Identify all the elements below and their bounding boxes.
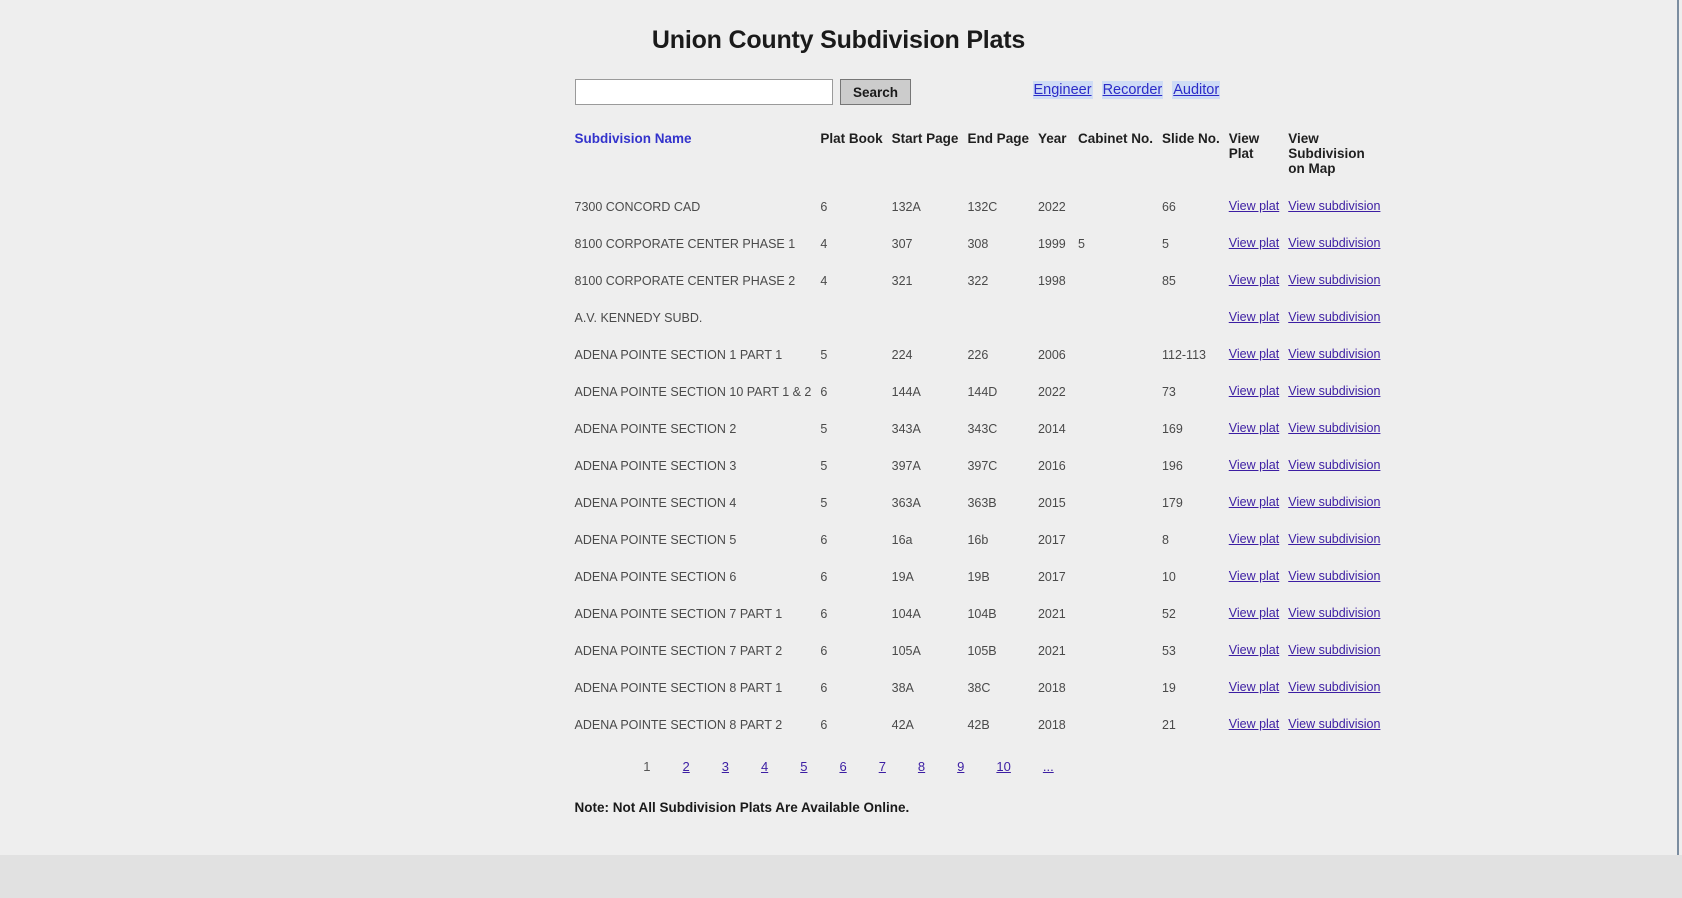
- cell-year: 2014: [1037, 421, 1066, 436]
- cell-cabinet-no: [1078, 336, 1162, 373]
- cell-slide-no: 179: [1161, 495, 1183, 510]
- cell-start-page: 38A: [891, 680, 914, 695]
- pagination-page-link-10[interactable]: 10: [996, 759, 1011, 774]
- cell-year: 2016: [1037, 458, 1066, 473]
- bottom-status-bar: [0, 855, 1682, 898]
- cell-view-plat: [1229, 558, 1289, 595]
- cell-plat-book: 6: [820, 384, 828, 399]
- cell-view-subdivision: [1288, 188, 1389, 225]
- view-plat-link[interactable]: View plat: [1228, 569, 1280, 583]
- table-row: [575, 188, 1390, 225]
- view-plat-link[interactable]: View plat: [1228, 384, 1280, 398]
- column-header-subdivision-name[interactable]: [575, 131, 821, 188]
- cell-cabinet-no: [1078, 484, 1162, 521]
- pagination-page-link-3[interactable]: 3: [721, 759, 729, 774]
- view-subdivision-link[interactable]: View subdivision: [1288, 347, 1381, 361]
- pagination-page-link-9[interactable]: 9: [957, 759, 965, 774]
- table-row: [575, 447, 1390, 484]
- pagination-page-link-5[interactable]: 5: [800, 759, 808, 774]
- pagination-page-link-4[interactable]: 4: [760, 759, 769, 774]
- column-header-slide-no: Slide No.: [1161, 131, 1220, 146]
- cell-year: 2015: [1037, 495, 1066, 510]
- cell-plat-book: 5: [820, 458, 828, 473]
- view-subdivision-link[interactable]: View subdivision: [1288, 532, 1381, 546]
- table-header: [575, 131, 1390, 188]
- cell-view-subdivision: [1288, 225, 1389, 262]
- pagination-page-link-2[interactable]: 2: [682, 759, 690, 774]
- cell-plat-book: 4: [820, 236, 828, 251]
- cell-end-page: 308: [967, 236, 989, 251]
- cell-year: 2022: [1037, 384, 1066, 399]
- cell-cabinet-no: [1078, 669, 1162, 706]
- cell-year: 2006: [1037, 347, 1066, 362]
- table-row: [575, 410, 1390, 447]
- table-row: [575, 632, 1390, 669]
- cell-view-plat: [1229, 225, 1289, 262]
- cell-view-subdivision: [1288, 447, 1389, 484]
- column-header-start-page: Start Page: [891, 131, 959, 146]
- cell-cabinet-no: [1078, 373, 1162, 410]
- cell-subdivision-name: ADENA POINTE SECTION 1 PART 1: [574, 347, 783, 362]
- cell-view-plat: [1229, 484, 1289, 521]
- view-plat-link[interactable]: View plat: [1228, 236, 1280, 250]
- pagination-page-link-7[interactable]: 7: [878, 759, 886, 774]
- view-plat-link[interactable]: View plat: [1228, 421, 1280, 435]
- cell-start-page: 343A: [891, 421, 921, 436]
- cell-start-page: 42A: [891, 717, 914, 732]
- table-row: [575, 558, 1390, 595]
- cell-start-page: 321: [891, 273, 913, 288]
- cell-plat-book: 5: [820, 421, 828, 436]
- pagination-page-link-8[interactable]: 8: [917, 759, 926, 774]
- cell-subdivision-name: ADENA POINTE SECTION 2: [574, 421, 737, 436]
- cell-slide-no: 196: [1161, 458, 1183, 473]
- cell-year: 2021: [1037, 606, 1066, 621]
- cell-view-plat: [1229, 299, 1289, 336]
- cell-cabinet-no: [1078, 410, 1162, 447]
- cell-year: 2018: [1037, 680, 1066, 695]
- cell-end-page: 105B: [967, 643, 997, 658]
- cell-start-page: 397A: [891, 458, 921, 473]
- cell-start-page: 363A: [891, 495, 921, 510]
- table-row: [575, 484, 1390, 521]
- cell-view-plat: [1229, 447, 1289, 484]
- site-nav-links: [1033, 82, 1221, 98]
- cell-end-page: 363B: [967, 495, 997, 510]
- cell-plat-book: 6: [820, 643, 828, 658]
- cell-view-plat: [1229, 632, 1289, 669]
- cell-view-plat: [1229, 336, 1289, 373]
- cell-end-page: 42B: [967, 717, 990, 732]
- cell-subdivision-name: ADENA POINTE SECTION 8 PART 2: [574, 717, 783, 732]
- view-subdivision-link[interactable]: View subdivision: [1288, 199, 1381, 213]
- cell-cabinet-no: [1078, 521, 1162, 558]
- column-header-cabinet-no: Cabinet No.: [1077, 131, 1153, 146]
- cell-subdivision-name: 8100 CORPORATE CENTER PHASE 1: [574, 236, 796, 251]
- view-plat-link[interactable]: View plat: [1228, 606, 1280, 620]
- cell-year: 2022: [1037, 199, 1066, 214]
- cell-slide-no: 66: [1161, 199, 1176, 214]
- table-row: [575, 262, 1390, 299]
- cell-cabinet-no: [1078, 188, 1162, 225]
- cell-slide-no: 52: [1161, 606, 1176, 621]
- pagination-page-link-6[interactable]: 6: [839, 759, 847, 774]
- cell-cabinet-no: [1078, 558, 1162, 595]
- view-subdivision-link[interactable]: View subdivision: [1288, 273, 1381, 287]
- search-toolbar: [189, 79, 1489, 109]
- table-row: [575, 373, 1390, 410]
- cell-slide-no: [1162, 299, 1229, 336]
- cell-end-page: 322: [967, 273, 989, 288]
- cell-view-plat: [1229, 521, 1289, 558]
- cell-plat-book: [820, 299, 891, 336]
- cell-start-page: 132A: [891, 199, 921, 214]
- cell-cabinet-no: [1078, 299, 1162, 336]
- cell-end-page: 16b: [967, 532, 989, 547]
- cell-plat-book: 5: [820, 495, 828, 510]
- cell-view-subdivision: [1288, 262, 1389, 299]
- cell-view-subdivision: [1288, 299, 1389, 336]
- table-header-row: [575, 131, 1390, 188]
- nav-link-engineer[interactable]: Engineer: [1033, 82, 1092, 98]
- cell-cabinet-no: [1078, 706, 1162, 743]
- cell-end-page: 104B: [967, 606, 997, 621]
- view-subdivision-link[interactable]: View subdivision: [1288, 569, 1381, 583]
- cell-subdivision-name: ADENA POINTE SECTION 6: [574, 569, 737, 584]
- cell-end-page: [967, 299, 1038, 336]
- view-plat-link[interactable]: View plat: [1228, 532, 1280, 546]
- table-row: [575, 669, 1390, 706]
- cell-subdivision-name: ADENA POINTE SECTION 5: [574, 532, 737, 547]
- column-header-plat-book: Plat Book: [820, 131, 883, 146]
- cell-view-subdivision: [1288, 410, 1389, 447]
- cell-view-plat: [1229, 373, 1289, 410]
- pagination-current-page: 1: [643, 759, 651, 774]
- cell-start-page: 104A: [891, 606, 921, 621]
- nav-link-recorder[interactable]: Recorder: [1102, 82, 1163, 98]
- cell-subdivision-name: A.V. KENNEDY SUBD.: [574, 310, 703, 325]
- cell-subdivision-name: ADENA POINTE SECTION 8 PART 1: [574, 680, 783, 695]
- cell-start-page: 307: [891, 236, 913, 251]
- cell-subdivision-name: ADENA POINTE SECTION 3: [574, 458, 737, 473]
- cell-year: [1038, 299, 1078, 336]
- pagination-more-link[interactable]: ...: [1042, 759, 1054, 774]
- cell-cabinet-no: [1078, 262, 1162, 299]
- cell-cabinet-no: 5: [1077, 236, 1085, 251]
- cell-cabinet-no: [1078, 632, 1162, 669]
- search-input[interactable]: [575, 79, 833, 105]
- cell-year: 2017: [1037, 569, 1066, 584]
- cell-view-plat: [1229, 188, 1289, 225]
- cell-end-page: 132C: [967, 199, 998, 214]
- view-plat-link[interactable]: View plat: [1228, 273, 1280, 287]
- cell-view-subdivision: [1288, 521, 1389, 558]
- cell-end-page: 226: [967, 347, 989, 362]
- cell-start-page: 16a: [891, 532, 913, 547]
- column-header-year: Year: [1037, 131, 1067, 146]
- cell-end-page: 38C: [967, 680, 991, 695]
- view-subdivision-link[interactable]: View subdivision: [1288, 310, 1381, 324]
- cell-subdivision-name: 7300 CONCORD CAD: [574, 199, 701, 214]
- cell-view-subdivision: [1288, 484, 1389, 521]
- cell-subdivision-name: 8100 CORPORATE CENTER PHASE 2: [574, 273, 796, 288]
- cell-subdivision-name: ADENA POINTE SECTION 7 PART 2: [574, 643, 783, 658]
- cell-view-plat: [1229, 410, 1289, 447]
- cell-plat-book: 6: [820, 569, 828, 584]
- cell-year: 1998: [1037, 273, 1066, 288]
- cell-slide-no: 73: [1161, 384, 1176, 399]
- view-plat-link[interactable]: View plat: [1228, 199, 1280, 213]
- view-plat-link[interactable]: View plat: [1228, 347, 1280, 361]
- view-plat-link[interactable]: View plat: [1228, 717, 1280, 731]
- cell-cabinet-no: [1078, 447, 1162, 484]
- table-row: [575, 706, 1390, 743]
- cell-plat-book: 6: [820, 680, 828, 695]
- table-row: [575, 336, 1390, 373]
- cell-view-subdivision: [1288, 595, 1389, 632]
- view-plat-link[interactable]: View plat: [1228, 458, 1280, 472]
- cell-plat-book: 6: [820, 532, 828, 547]
- sort-link-subdivision-name[interactable]: Subdivision Name: [574, 131, 692, 146]
- cell-end-page: 144D: [967, 384, 998, 399]
- pagination: [575, 759, 1123, 774]
- view-plat-link[interactable]: View plat: [1228, 495, 1280, 509]
- cell-start-page: [892, 299, 968, 336]
- cell-year: 2017: [1037, 532, 1066, 547]
- view-subdivision-link[interactable]: View subdivision: [1288, 680, 1381, 694]
- nav-link-auditor[interactable]: Auditor: [1173, 82, 1220, 98]
- cell-year: 2018: [1037, 717, 1066, 732]
- cell-cabinet-no: [1078, 595, 1162, 632]
- cell-year: 1999: [1037, 236, 1066, 251]
- table-row: [575, 521, 1390, 558]
- view-subdivision-link[interactable]: View subdivision: [1288, 606, 1381, 620]
- view-subdivision-link[interactable]: View subdivision: [1288, 384, 1381, 398]
- view-subdivision-link[interactable]: View subdivision: [1288, 458, 1381, 472]
- cell-end-page: 19B: [967, 569, 990, 584]
- cell-view-plat: [1229, 669, 1289, 706]
- column-header-view-plat: View Plat: [1228, 131, 1260, 161]
- page-title: Union County Subdivision Plats: [651, 26, 1026, 54]
- cell-end-page: 343C: [967, 421, 998, 436]
- cell-start-page: 224: [891, 347, 913, 362]
- cell-view-plat: [1229, 262, 1289, 299]
- search-button[interactable]: Search: [840, 79, 911, 105]
- cell-view-subdivision: [1288, 706, 1389, 743]
- page-content: [189, 79, 1489, 815]
- view-subdivision-link[interactable]: View subdivision: [1288, 421, 1381, 435]
- cell-view-plat: [1229, 595, 1289, 632]
- cell-start-page: 144A: [891, 384, 921, 399]
- cell-plat-book: 6: [820, 606, 828, 621]
- cell-slide-no: 21: [1161, 717, 1176, 732]
- cell-view-subdivision: [1288, 558, 1389, 595]
- column-header-view-subdivision-on-map: View Subdivision on Map: [1288, 131, 1365, 176]
- cell-end-page: 397C: [967, 458, 998, 473]
- cell-view-plat: [1229, 706, 1289, 743]
- cell-year: 2021: [1037, 643, 1066, 658]
- view-plat-link[interactable]: View plat: [1228, 310, 1280, 324]
- cell-start-page: 19A: [891, 569, 914, 584]
- cell-slide-no: 19: [1161, 680, 1176, 695]
- view-subdivision-link[interactable]: View subdivision: [1288, 717, 1381, 731]
- view-subdivision-link[interactable]: View subdivision: [1288, 236, 1381, 250]
- cell-view-subdivision: [1288, 336, 1389, 373]
- cell-view-subdivision: [1288, 669, 1389, 706]
- availability-note: Note: Not All Subdivision Plats Are Available Online.: [574, 800, 910, 815]
- view-plat-link[interactable]: View plat: [1228, 680, 1280, 694]
- cell-slide-no: 53: [1161, 643, 1176, 658]
- table-row: [575, 299, 1390, 336]
- cell-view-subdivision: [1288, 373, 1389, 410]
- cell-subdivision-name: ADENA POINTE SECTION 4: [574, 495, 737, 510]
- cell-start-page: 105A: [891, 643, 921, 658]
- cell-subdivision-name: ADENA POINTE SECTION 7 PART 1: [574, 606, 783, 621]
- cell-slide-no: 85: [1161, 273, 1176, 288]
- view-subdivision-link[interactable]: View subdivision: [1288, 495, 1381, 509]
- cell-plat-book: 6: [820, 199, 828, 214]
- cell-slide-no: 5: [1161, 236, 1169, 251]
- view-plat-link[interactable]: View plat: [1228, 643, 1280, 657]
- cell-slide-no: 169: [1161, 421, 1183, 436]
- table-body: [575, 188, 1390, 743]
- table-row: [575, 595, 1390, 632]
- subdivision-plats-table: [575, 131, 1390, 743]
- table-row: [575, 225, 1390, 262]
- cell-plat-book: 5: [820, 347, 828, 362]
- cell-slide-no: 8: [1161, 532, 1169, 547]
- column-header-end-page: End Page: [967, 131, 1029, 146]
- cell-subdivision-name: ADENA POINTE SECTION 10 PART 1 & 2: [574, 384, 812, 399]
- cell-plat-book: 4: [820, 273, 828, 288]
- cell-view-subdivision: [1288, 632, 1389, 669]
- view-subdivision-link[interactable]: View subdivision: [1288, 643, 1381, 657]
- cell-slide-no: 112-113: [1161, 347, 1206, 362]
- cell-plat-book: 6: [820, 717, 828, 732]
- cell-slide-no: 10: [1161, 569, 1176, 584]
